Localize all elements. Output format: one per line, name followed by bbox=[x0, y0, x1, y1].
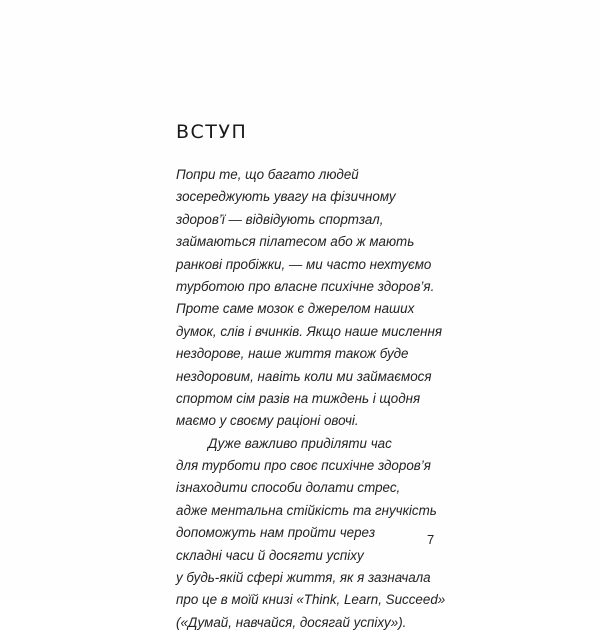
text-line: допоможуть нам пройти через bbox=[176, 525, 376, 541]
text-line: займаються пілатесом або ж мають bbox=[176, 234, 415, 250]
text-line: складні часи й досягти успіху bbox=[176, 547, 364, 563]
text-line: ранкові пробіжки, — ми часто нехтуємо bbox=[176, 256, 432, 272]
text-line: адже ментальна стійкість та гнучкість bbox=[176, 502, 437, 518]
body-text bbox=[176, 164, 466, 634]
paragraph-start-line: Дуже важливо приділяти час bbox=[208, 435, 392, 451]
page-number: 7 bbox=[427, 532, 435, 547]
text-line: думок, слів і вчинків. Якщо наше мислення bbox=[176, 323, 443, 339]
text-line: нездоровим, навіть коли ми займаємося bbox=[176, 368, 432, 384]
text-line: Проте саме мозок є джерелом наших bbox=[176, 301, 415, 317]
text-line: спортом сім разів на тиждень і щодня bbox=[176, 390, 421, 406]
text-line: зосереджують увагу на фізичному bbox=[176, 189, 396, 205]
text-line: ізнаходити способи долати стрес, bbox=[176, 480, 401, 496]
text-line: («Думай, навчайся, досягай успіху»). bbox=[176, 614, 407, 630]
chapter-heading: ВСТУП bbox=[176, 121, 248, 143]
text-line: маємо у своєму раціоні овочі. bbox=[176, 413, 359, 429]
text-line: здоров’ї — відвідують спортзал, bbox=[176, 211, 384, 227]
text-line: для турботи про своє психічне здоров’я bbox=[176, 458, 431, 474]
text-line: у будь-якій сфері життя, як я зазначала bbox=[176, 570, 431, 586]
text-line: Попри те, що багато людей bbox=[176, 167, 359, 182]
text-line: турботою про власне психічне здоров’я. bbox=[176, 278, 435, 294]
text-line: нездорове, наше життя також буде bbox=[176, 346, 409, 362]
text-line: про це в моїй книзі «Think, Learn, Succeed» bbox=[176, 592, 446, 608]
